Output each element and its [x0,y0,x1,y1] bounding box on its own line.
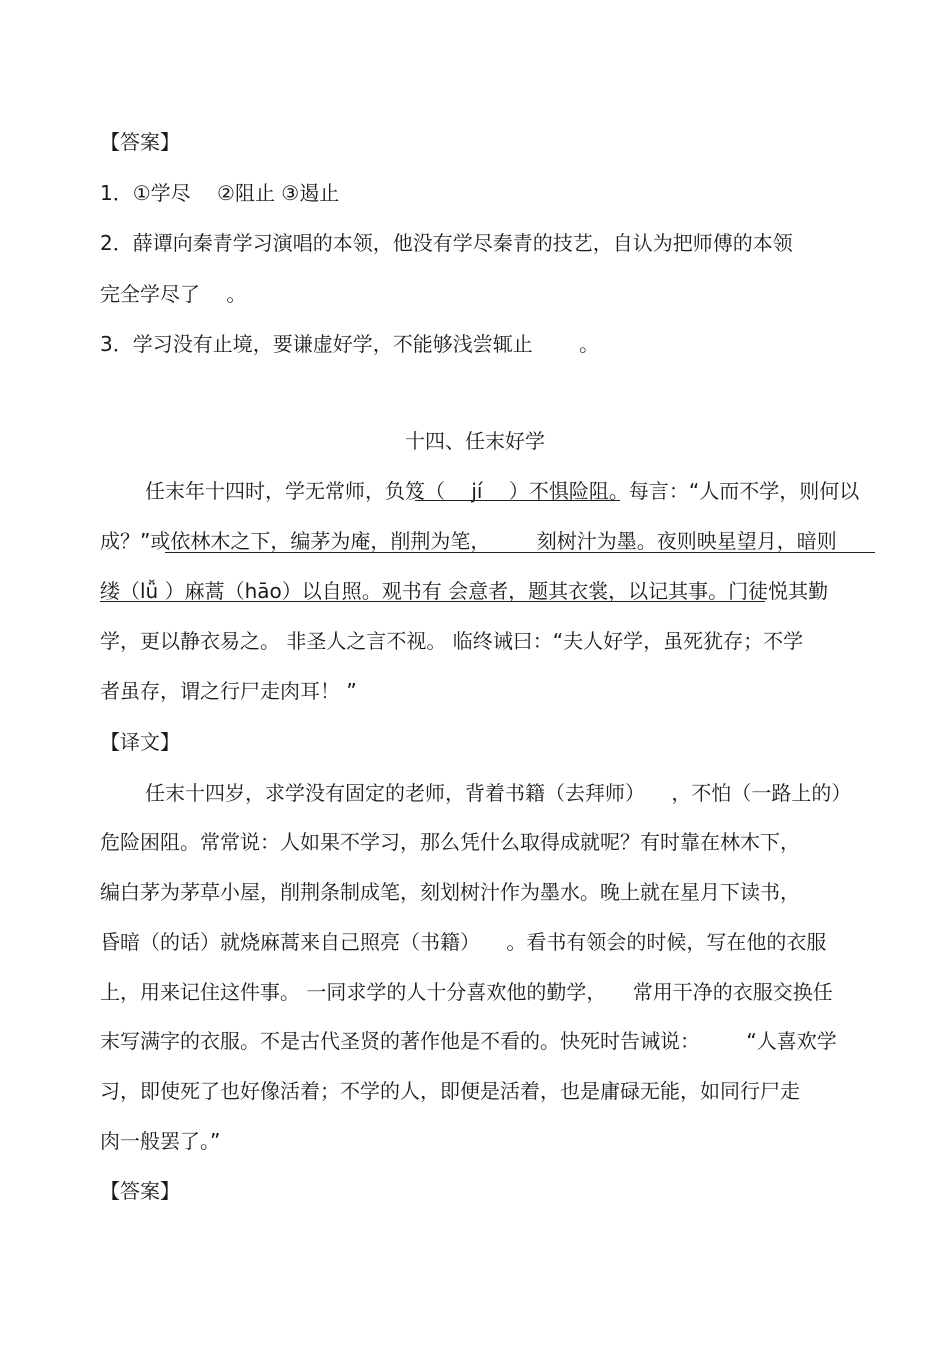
answer-item-1: 1．①学尽 ②阻止 ③遏止 [100,181,340,205]
passage-title: 十四、任末好学 [405,429,545,453]
answer-heading-1: 【答案】 [100,130,180,154]
answer-item-3: 3．学习没有止境，要谦虚好学，不能够浅尝辄止 。 [100,332,600,356]
translation-line-1: 任末十四岁，求学没有固定的老师，背着书籍（去拜师） ，不怕（一路上的） [145,781,852,805]
translation-line-5: 上，用来记住这件事。 一同求学的人十分喜欢他的勤学， 常用干净的衣服交换任 [100,980,833,1004]
passage-line-5: 者虽存，谓之行尸走肉耳！ ” [100,679,357,703]
answer-heading-2: 【答案】 [100,1179,180,1203]
underline-stroke [165,552,875,553]
answer-item-2-continued: 完全学尽了 。 [100,282,247,306]
passage-line-1: 任末年十四时，学无常师，负笈（ jí ）不惧险阻。每言：“人而不学，则何以 [145,479,860,503]
passage-line-4: 学，更以静衣易之。 非圣人之言不视。 临终诫曰：“夫人好学，虽死犹存；不学 [100,629,804,653]
translation-line-3: 编白茅为茅草小屋，削荆条制成笔，刻划树汁作为墨水。晚上就在星月下读书， [100,880,800,904]
underline-stroke [100,601,765,602]
answer-item-2: 2．薛谭向秦青学习演唱的本领，他没有学尽秦青的技艺，自认为把师傅的本领 [100,231,793,255]
translation-line-7: 习，即使死了也好像活着；不学的人，即便是活着，也是庸碌无能，如同行尸走 [100,1079,800,1103]
translation-line-2: 危险困阻。常常说：人如果不学习，那么凭什么取得成就呢？有时靠在林木下， [100,830,800,854]
passage-line-3: 缕（lǚ ）麻蒿（hāo）以自照。观书有 会意者，题其衣裳，以记其事。门徒悦其勤 [100,579,829,603]
passage-line-2: 成？”或依林木之下，编茅为庵，削荆为笔， 刻树汁为墨。夜则映星望月，暗则 [100,529,837,553]
underline-stroke [415,500,620,501]
translation-heading: 【译文】 [100,730,180,754]
translation-line-6: 末写满字的衣服。不是古代圣贤的著作他是不看的。快死时告诫说： “人喜欢学 [100,1029,837,1053]
translation-line-8: 肉一般罢了。” [100,1129,221,1153]
translation-line-4: 昏暗（的话）就烧麻蒿来自己照亮（书籍） 。看书有领会的时候，写在他的衣服 [100,930,827,954]
